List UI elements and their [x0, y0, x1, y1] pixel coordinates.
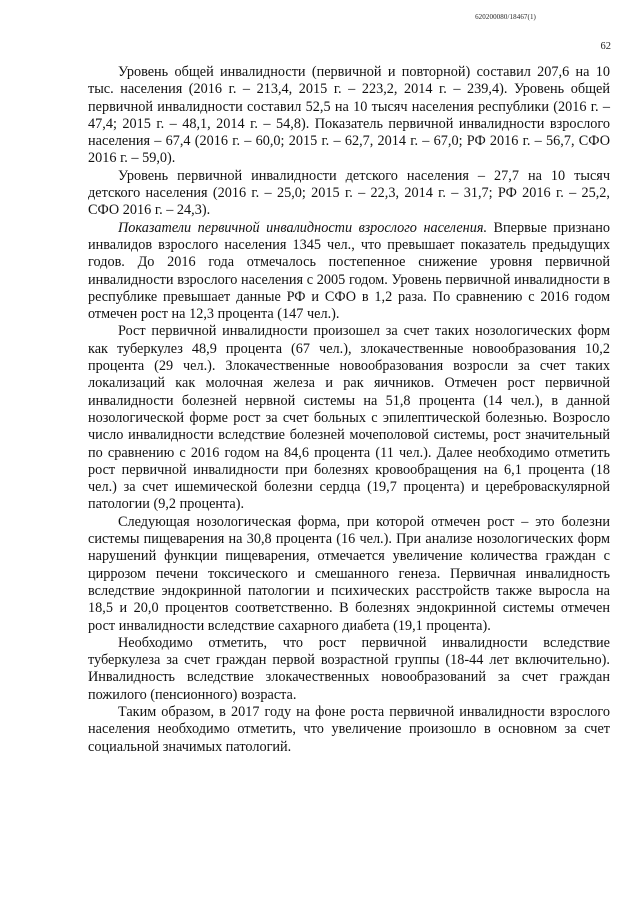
page-number: 62	[600, 41, 611, 52]
paragraph-tuberculosis-age: Необходимо отметить, что рост первичной инвалидности вследствие туберкулеза за счет граждан первой возрастной группы (18-44 лет включительно). Инвалидность вследствие злокачественных новообразований за счет граждан пожилого (пенсионного) возраста.	[88, 634, 610, 703]
paragraph-digestive-system: Следующая нозологическая форма, при которой отмечен рост – это болезни системы пищеварения на 30,8 процента (16 чел.). При анализе нозологических форм нарушений функции пищеварения, отмечается увеличение количества граждан с циррозом печени токсического и смешанного генеза. Первичная инвалидность вследствие эндокринной патологии и психических расстройств также выросла на 18,5 и 20,0 процентов соответственно. В болезнях эндокринной системы отмечен рост инвалидности вследствие сахарного диабета (19,1 процента).	[88, 513, 610, 634]
paragraph-conclusion: Таким образом, в 2017 году на фоне роста первичной инвалидности взрослого населения необходимо отметить, что увеличение произошло в основном за счет социальной значимых патологий.	[88, 703, 610, 755]
paragraph-child-disability: Уровень первичной инвалидности детского населения – 27,7 на 10 тысяч детского населения (2016 г. – 25,0; 2015 г. – 22,3, 2014 г. – 31,7; РФ 2016 г. – 25,2, СФО 2016 г. – 24,3).	[88, 167, 610, 219]
document-body	[88, 64, 610, 756]
document-id: 620200080/18467(1)	[475, 13, 536, 21]
paragraph-nosological-growth: Рост первичной инвалидности произошел за счет таких нозологических форм как туберкулез 48,9 процента (67 чел.), злокачественные новообразования 10,2 процента (29 чел.). Злокачественные новообразования возросли за счет таких локализаций как молочная железа и рак яичников. Отмечен рост первичной инвалидности болезней нервной системы на 51,8 процента (14 чел.), в данной нозологической форме рост за счет больных с эпилептической болезнью. Возросло число инвалидности вследствие болезней мочеполовой системы, рост значительный по сравнению с 2016 годом на 84,6 процента (11 чел.). Далее необходимо отметить рост первичной инвалидности при болезнях кровообращения на 6,1 процента (18 чел.) за счет ишемической болезни сердца (19,7 процента) и цереброваскулярной патологии (9,2 процента).	[88, 323, 610, 513]
paragraph-overall-disability: Уровень общей инвалидности (первичной и повторной) составил 207,6 на 10 тыс. населения (2016 г. – 213,4, 2015 г. – 223,2, 2014 г. – 239,4). Уровень общей первичной инвалидности составил 52,5 на 10 тысяч населения республики (2016 г. – 47,4; 2015 г. – 48,1, 2014 г. – 54,8). Показатель первичной инвалидности взрослого населения – 67,4 (2016 г. – 60,0; 2015 г. – 62,7, 2014 г. – 67,0; РФ 2016 г. – 56,7, СФО 2016 г. – 59,0).	[88, 64, 610, 167]
paragraph-adult-primary-disability	[88, 220, 610, 324]
paragraph-text: Впервые признано инвалидов взрослого населения 1345 чел., что превышает показатель предыдущих годов. До 2016 года отмечалось постепенное снижение уровня первичной инвалидности взрослого населения с 2005 годом. Уровень первичной инвалидности в республике превышает данные РФ и СФО в 1,2 раза. По сравнению с 2016 годом отмечен рост на 12,3 процента (147 чел.).	[88, 219, 610, 323]
section-lead-heading: Показатели первичной инвалидности взрослого населения.	[118, 219, 488, 236]
